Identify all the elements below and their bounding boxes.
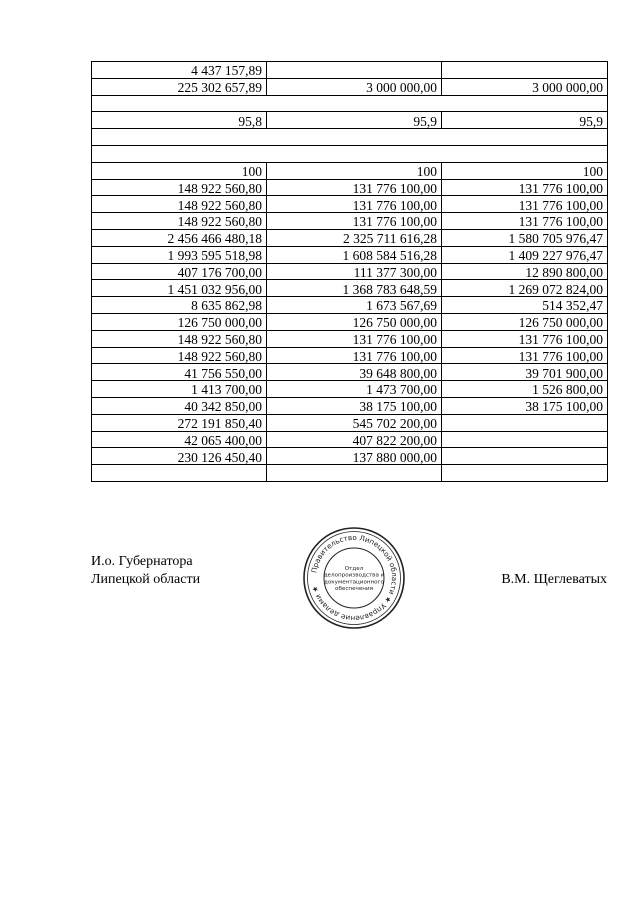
table-row bbox=[92, 465, 608, 482]
table-cell: 12 890 800,00 bbox=[442, 263, 608, 280]
table-row bbox=[92, 179, 608, 196]
table-cell bbox=[442, 414, 608, 431]
table-cell: 100 bbox=[442, 162, 608, 179]
table-cell: 407 822 200,00 bbox=[267, 431, 442, 448]
table-cell-merged bbox=[92, 95, 608, 112]
table-row bbox=[92, 196, 608, 213]
signer-position-line1: И.о. Губернатора bbox=[91, 554, 193, 569]
table-cell bbox=[442, 431, 608, 448]
table-row bbox=[92, 347, 608, 364]
table-cell: 131 776 100,00 bbox=[442, 196, 608, 213]
table-cell bbox=[442, 465, 608, 482]
signature-block bbox=[91, 553, 200, 589]
table-cell: 126 750 000,00 bbox=[92, 313, 267, 330]
table-cell: 514 352,47 bbox=[442, 297, 608, 314]
seal-center-line: обеспечения bbox=[335, 586, 373, 593]
table-cell: 148 922 560,80 bbox=[92, 179, 267, 196]
table-cell: 1 368 783 648,59 bbox=[267, 280, 442, 297]
seal-ring-text: Правительство Липецкой области ★ Управление делами ★ bbox=[309, 532, 400, 624]
table-cell: 131 776 100,00 bbox=[267, 213, 442, 230]
signer-position-line2: Липецкой области bbox=[91, 572, 201, 587]
table-cell: 148 922 560,80 bbox=[92, 213, 267, 230]
table-cell: 100 bbox=[92, 162, 267, 179]
table-row bbox=[92, 280, 608, 297]
table-cell: 137 880 000,00 bbox=[267, 448, 442, 465]
table-cell: 126 750 000,00 bbox=[267, 313, 442, 330]
table-cell: 230 126 450,40 bbox=[92, 448, 267, 465]
table-row bbox=[92, 381, 608, 398]
table-cell: 131 776 100,00 bbox=[267, 179, 442, 196]
seal-center-line: Отдел bbox=[344, 565, 364, 572]
table-cell: 1 451 032 956,00 bbox=[92, 280, 267, 297]
table-cell: 39 701 900,00 bbox=[442, 364, 608, 381]
table-cell: 1 993 595 518,98 bbox=[92, 246, 267, 263]
table-cell bbox=[442, 448, 608, 465]
table-cell: 1 409 227 976,47 bbox=[442, 246, 608, 263]
table-cell: 1 580 705 976,47 bbox=[442, 229, 608, 246]
seal-center-text bbox=[324, 566, 385, 592]
table-cell: 1 673 567,69 bbox=[267, 297, 442, 314]
table-row bbox=[92, 313, 608, 330]
table-row bbox=[92, 431, 608, 448]
table-cell: 148 922 560,80 bbox=[92, 196, 267, 213]
table-cell: 95,9 bbox=[442, 112, 608, 129]
table-cell-merged bbox=[92, 145, 608, 162]
table-row bbox=[92, 263, 608, 280]
budget-table-body bbox=[92, 62, 608, 482]
table-cell: 42 065 400,00 bbox=[92, 431, 267, 448]
table-cell: 3 000 000,00 bbox=[267, 78, 442, 95]
table-cell: 148 922 560,80 bbox=[92, 347, 267, 364]
table-row bbox=[92, 414, 608, 431]
budget-table bbox=[91, 61, 608, 482]
table-row bbox=[92, 112, 608, 129]
table-cell: 4 437 157,89 bbox=[92, 62, 267, 79]
table-row bbox=[92, 213, 608, 230]
table-cell: 2 325 711 616,28 bbox=[267, 229, 442, 246]
table-cell: 148 922 560,80 bbox=[92, 330, 267, 347]
table-cell: 131 776 100,00 bbox=[267, 347, 442, 364]
table-cell: 2 456 466 480,18 bbox=[92, 229, 267, 246]
table-row bbox=[92, 364, 608, 381]
table-row bbox=[92, 229, 608, 246]
table-cell: 41 756 550,00 bbox=[92, 364, 267, 381]
table-cell: 407 176 700,00 bbox=[92, 263, 267, 280]
table-cell: 545 702 200,00 bbox=[267, 414, 442, 431]
table-cell: 39 648 800,00 bbox=[267, 364, 442, 381]
table-cell: 272 191 850,40 bbox=[92, 414, 267, 431]
table-cell: 131 776 100,00 bbox=[267, 330, 442, 347]
table-cell: 131 776 100,00 bbox=[442, 213, 608, 230]
table-row bbox=[92, 397, 608, 414]
table-row bbox=[92, 162, 608, 179]
table-row bbox=[92, 330, 608, 347]
table-cell: 38 175 100,00 bbox=[267, 397, 442, 414]
table-cell: 1 413 700,00 bbox=[92, 381, 267, 398]
signer-name: В.М. Щеглеватых bbox=[501, 572, 607, 587]
table-row bbox=[92, 246, 608, 263]
table-cell: 1 473 700,00 bbox=[267, 381, 442, 398]
table-cell: 111 377 300,00 bbox=[267, 263, 442, 280]
table-row bbox=[92, 448, 608, 465]
table-cell: 131 776 100,00 bbox=[442, 347, 608, 364]
table-cell: 225 302 657,89 bbox=[92, 78, 267, 95]
table-cell: 95,9 bbox=[267, 112, 442, 129]
seal-center-line: документационного bbox=[324, 579, 384, 586]
table-cell: 38 175 100,00 bbox=[442, 397, 608, 414]
table-cell: 131 776 100,00 bbox=[442, 179, 608, 196]
table-row bbox=[92, 62, 608, 79]
table-row bbox=[92, 297, 608, 314]
table-cell: 126 750 000,00 bbox=[442, 313, 608, 330]
table-cell: 1 608 584 516,28 bbox=[267, 246, 442, 263]
table-cell bbox=[442, 62, 608, 79]
table-cell bbox=[92, 465, 267, 482]
table-cell: 40 342 850,00 bbox=[92, 397, 267, 414]
table-cell: 1 269 072 824,00 bbox=[442, 280, 608, 297]
table-row bbox=[92, 95, 608, 112]
table-row bbox=[92, 145, 608, 162]
table-cell: 3 000 000,00 bbox=[442, 78, 608, 95]
table-cell: 100 bbox=[267, 162, 442, 179]
table-row bbox=[92, 129, 608, 146]
table-cell: 8 635 862,98 bbox=[92, 297, 267, 314]
table-row bbox=[92, 78, 608, 95]
table-cell: 131 776 100,00 bbox=[442, 330, 608, 347]
table-cell bbox=[267, 465, 442, 482]
official-seal-stamp bbox=[302, 526, 406, 630]
seal-center-line: делопроизводства и bbox=[323, 572, 385, 579]
table-cell bbox=[267, 62, 442, 79]
table-cell: 1 526 800,00 bbox=[442, 381, 608, 398]
table-cell: 95,8 bbox=[92, 112, 267, 129]
table-cell-merged bbox=[92, 129, 608, 146]
table-cell: 131 776 100,00 bbox=[267, 196, 442, 213]
